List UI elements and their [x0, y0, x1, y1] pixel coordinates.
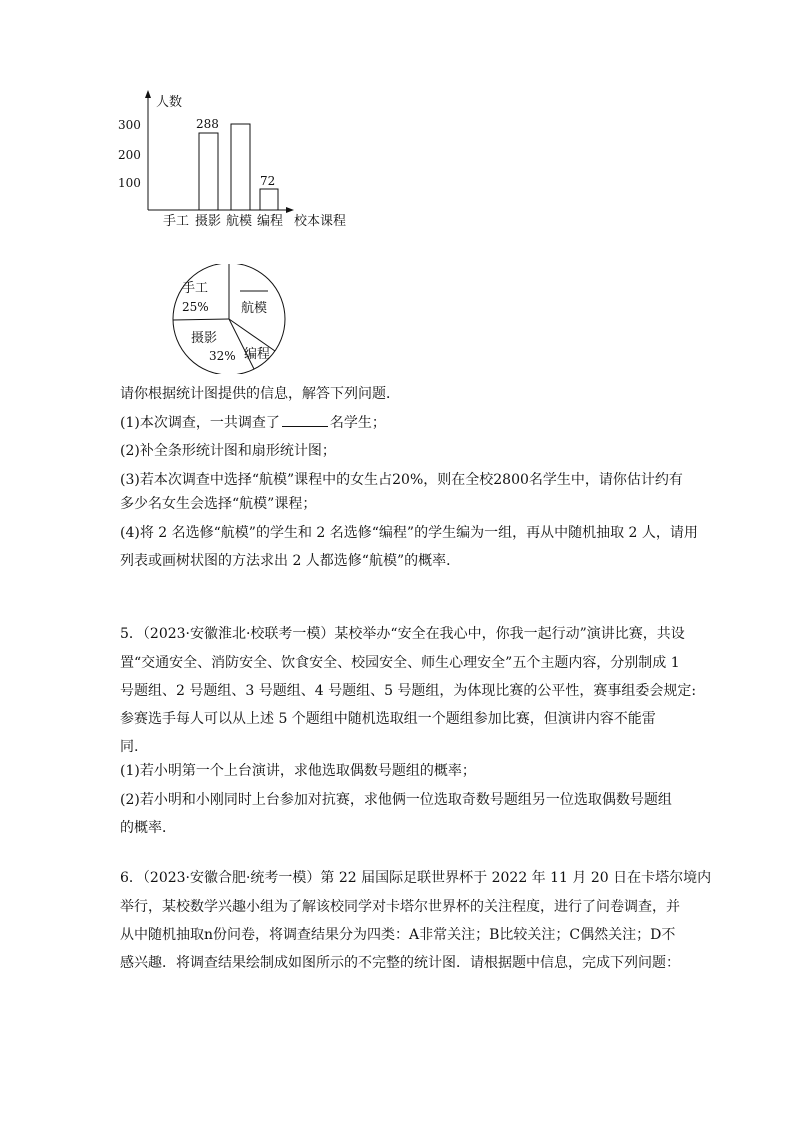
pie-percent-photography: 32% — [209, 349, 236, 363]
q5-line5: 同. — [120, 739, 139, 755]
q5-line8: 的概率． — [120, 820, 176, 836]
q4-part1-before: (1)本次调查，一共调查了 — [120, 415, 280, 431]
q5-line2: 置“交通安全、消防安全、饮食安全、校园安全、师生心理安全”五个主题内容，分别制成 1 — [120, 655, 680, 671]
q6-line3: 从中随机抽取n份问卷，将调查结果分为四类：A非常关注；B比较关注；C偶然关注；D不 — [120, 927, 676, 943]
q5-line7: (2)若小明和小刚同时上台参加对抗赛，求他俩一位选取奇数号题组另一位选取偶数号题组 — [120, 792, 672, 808]
q4-part3-line1: (3)若本次调查中选择“航模”课程中的女生占20%，则在全校2800名学生中，请你估计约有 — [120, 472, 683, 488]
q4-part4-line2: 列表或画树状图的方法求出 2 人都选修“航模”的概率． — [120, 553, 461, 569]
y-tick-100: 100 — [118, 176, 141, 190]
pie-label-handcraft: 手工 — [182, 281, 209, 296]
pie-label-photography: 摄影 — [191, 331, 218, 346]
pie-chart — [168, 264, 288, 374]
data-label-photography: 288 — [196, 117, 219, 131]
q5-line1: 5．（2023·安徽淮北·校联考一模）某校举办“安全在我心中，你我一起行动”演讲比赛，共设 — [120, 626, 685, 642]
y-axis-arrow — [145, 90, 151, 98]
q4-part1-after: 名学生； — [329, 415, 386, 431]
x-tick-programming: 编程 — [257, 214, 284, 229]
pie-label-model-aircraft: 航模 — [241, 301, 268, 316]
q4-part1 — [120, 409, 386, 438]
q6-line1: 6．（2023·安徽合肥·统考一模）第 22 届国际足联世界杯于 2022 年 11 月 20 日在卡塔尔境内 — [120, 870, 712, 886]
x-axis-arrow — [286, 207, 294, 213]
y-tick-300: 300 — [118, 118, 141, 132]
data-label-programming: 72 — [260, 174, 276, 188]
q4-part3-line2: 多少名女生会选择“航模”课程； — [120, 496, 317, 512]
q5-line4: 参赛选手每人可以从上述 5 个题组中随机选取组一个题组参加比赛，但演讲内容不能雷 — [120, 711, 656, 727]
x-tick-photography: 摄影 — [195, 214, 222, 229]
bar-programming — [260, 189, 278, 210]
y-axis-label: 人数 — [156, 95, 183, 110]
q6-line4: 感兴趣．将调查结果绘制成如图所示的不完整的统计图．请根据题中信息，完成下列问题： — [120, 955, 680, 971]
y-tick-200: 200 — [118, 148, 141, 162]
q5-line6: (1)若小明第一个上台演讲，求他选取偶数号题组的概率； — [120, 763, 476, 779]
answer-blank — [282, 414, 328, 427]
q4-intro: 请你根据统计图提供的信息，解答下列问题． — [120, 386, 400, 402]
q4-part4-line1: (4)将 2 名选修“航模”的学生和 2 名选修“编程”的学生编为一组，再从中随机抽取 2 人，请用 — [120, 525, 698, 541]
x-tick-model-aircraft: 航模 — [226, 214, 253, 229]
x-tick-handcraft: 手工 — [163, 214, 190, 229]
bar-model-aircraft — [231, 124, 250, 210]
pie-percent-handcraft: 25% — [182, 300, 209, 314]
bar-chart — [110, 88, 370, 236]
bar-photography — [199, 133, 218, 210]
q4-part2: (2)补全条形统计图和扇形统计图； — [120, 443, 336, 459]
x-axis-label: 校本课程 — [294, 214, 347, 229]
q6-line2: 举行，某校数学兴趣小组为了解该校同学对卡塔尔世界杯的关注程度，进行了问卷调查，并 — [120, 899, 680, 915]
q5-line3: 号题组、2 号题组、3 号题组、4 号题组、5 号题组，为体现比赛的公平性，赛事组委会规定: — [120, 683, 697, 699]
pie-label-programming: 编程 — [244, 347, 271, 362]
